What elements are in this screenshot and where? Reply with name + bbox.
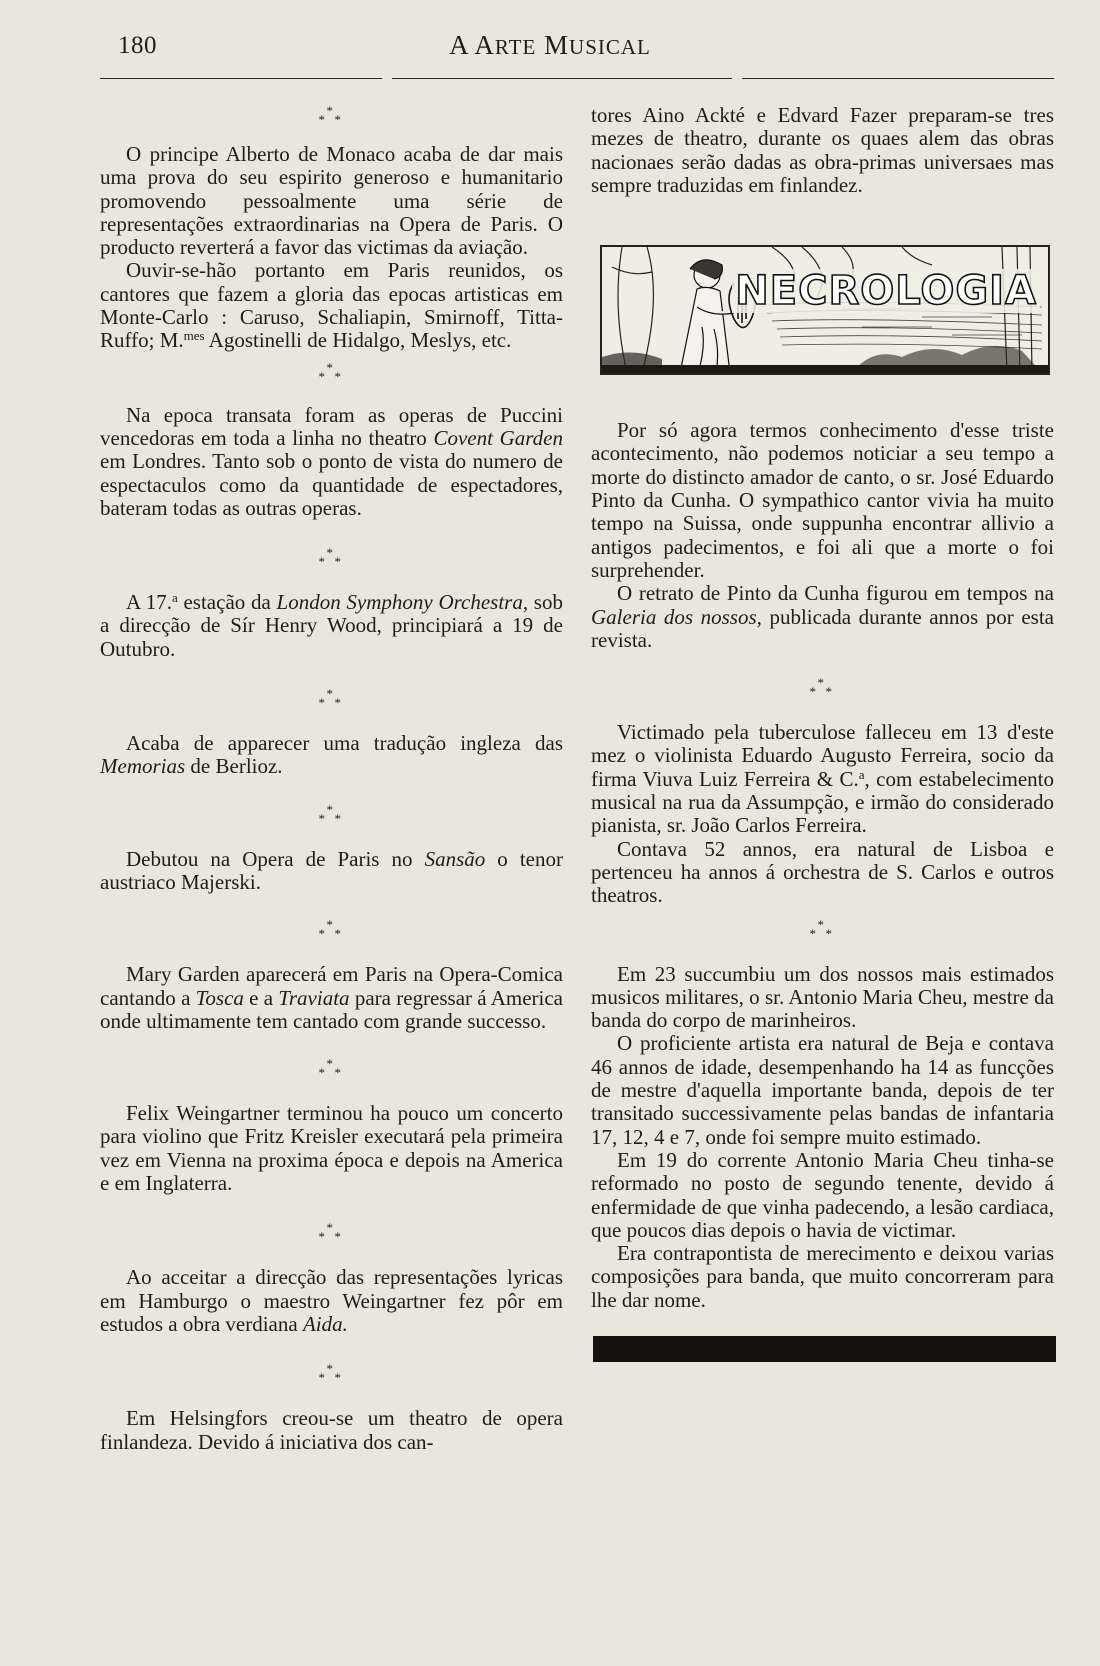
news-paragraph: Na epoca transata foram as operas de Puccini vencedoras em toda a linha no theatro Covent Garden em Londres. Tanto sob o ponto de vista do numero de espectaculos como da quantidade de espectadores, bateram todas as outras operas. xyxy=(100,402,563,520)
news-paragraph-continued: tores Aino Ackté e Edvard Fazer preparam-se tres mezes de theatro, durante os quaes alem das obras nacionaes serão dadas as obra-primas universaes mas sempre traduzidas em finlandez. xyxy=(591,103,1054,197)
asterism-separator: * * * xyxy=(809,675,832,700)
necrologia-banner xyxy=(600,245,1050,375)
left-column xyxy=(100,104,563,1454)
page-number: 180 xyxy=(118,32,157,59)
asterism-separator: * * * xyxy=(318,545,341,570)
asterism-separator: * * * xyxy=(318,359,341,384)
asterism-separator: * * * xyxy=(318,103,341,127)
news-paragraph: Acaba de apparecer uma tradução ingleza das Memorias de Berlioz. xyxy=(100,731,563,779)
obituary-paragraph: Em 19 do corrente Antonio Maria Cheu tinha-se reformado no posto de segundo tenente, devido á enfermidade de que vinha padecendo, a lesão cardiaca, que poucos dias depois o havia de victimar. xyxy=(591,1147,1054,1242)
asterism-separator: * * * xyxy=(318,801,341,826)
obituary-paragraph: Era contrapontista de merecimento e deixou varias composições para banda, que muito concorreram para lhe dar nome. xyxy=(591,1241,1054,1312)
journal-title: A ARTE MUSICAL xyxy=(449,30,651,60)
asterism-separator: * * * xyxy=(809,916,832,941)
news-paragraph: Ouvir-se-hão portanto em Paris reunidos, os cantores que fazem a gloria das epocas artisticas em Monte-Carlo : Caruso, Schaliapin, Smirnoff, Titta-Ruffo; M.$^{mes}$ Agostinelli de Hidalgo, Meslys, etc. xyxy=(100,258,563,353)
news-paragraph: Debutou na Opera de Paris no Sansão o tenor austriaco Majerski. xyxy=(100,846,563,894)
closing-rule-bar xyxy=(593,1336,1056,1362)
news-paragraph: A 17.$^a$ estação da London Symphony Orchestra, sob a direcção de Sír Henry Wood, principiará a 19 de Outubro. xyxy=(100,590,563,661)
right-column xyxy=(591,104,1054,1362)
obituary-paragraph: Por só agora termos conhecimento d'esse triste acontecimento, não podemos noticiar a seu tempo a morte do distincto amador de canto, o sr. José Eduardo Pinto da Cunha. O sympathico cantor vivia ha muito tempo na Suissa, onde suppunha encontrar allivio a antigos padecimentos, e foi ali que a morte o foi surprehender. xyxy=(591,418,1054,582)
news-paragraph: Felix Weingartner terminou ha pouco um concerto para violino que Fritz Kreisler executará pela primeira vez em Vienna na proxima época e depois na America e em Inglaterra. xyxy=(100,1101,563,1196)
asterism-separator: * * * xyxy=(318,1220,341,1245)
news-paragraph: Em Helsingfors creou-se um theatro de opera finlandeza. Devido á iniciativa dos can- xyxy=(100,1406,563,1454)
asterism-separator: * * * xyxy=(318,1056,341,1081)
obituary-paragraph: O proficiente artista era natural de Beja e contava 46 annos de idade, desempenhando ha 14 as funcções de mestre d'aquella importante banda, depois de ter transitado successivamente pelas bandas de infantaria 17, 12, 4 e 7, onde foi sempre muito estimado. xyxy=(591,1031,1054,1149)
news-paragraph: O principe Alberto de Monaco acaba de dar mais uma prova do seu espirito generoso e humanitario promovendo pessoalmente uma série de representações extraordinarias na Opera de Paris. O producto reverterá a favor das victimas da aviação. xyxy=(100,142,563,260)
header-rule xyxy=(392,78,732,79)
obituary-paragraph: Victimado pela tuberculose falleceu em 13 d'este mez o violinista Eduardo Augusto Ferreira, socio da firma Viuva Luiz Ferreira & C.$^a$, com estabelecimento musical na rua da Assumpção, e irmão do considerado pianista, sr. João Carlos Ferreira. xyxy=(591,720,1054,838)
obituary-paragraph: Contava 52 annos, era natural de Lisboa e pertenceu ha annos á orchestra de S. Carlos e outros theatros. xyxy=(591,836,1054,908)
news-paragraph: Ao acceitar a direcção das representações lyricas em Hamburgo o maestro Weingartner fez pôr em estudos a obra verdiana Aida. xyxy=(100,1265,563,1336)
asterism-separator: * * * xyxy=(318,686,341,711)
obituary-paragraph: Em 23 succumbiu um dos nossos mais estimados musicos militares, o sr. Antonio Maria Cheu, mestre da banda do corpo de marinheiros. xyxy=(591,961,1054,1033)
news-paragraph: Mary Garden aparecerá em Paris na Opera-Comica cantando a Tosca e a Traviata para regressar á America onde ultimamente tem cantado com grande successo. xyxy=(100,962,563,1033)
asterism-separator: * * * xyxy=(318,1361,341,1386)
banner-title: NECROLOGIA xyxy=(732,269,1040,313)
header-rule xyxy=(100,78,382,79)
asterism-separator: * * * xyxy=(318,917,341,942)
header-rule xyxy=(742,78,1054,79)
obituary-paragraph: O retrato de Pinto da Cunha figurou em tempos na Galeria dos nossos, publicada durante annos por esta revista. xyxy=(591,581,1054,652)
